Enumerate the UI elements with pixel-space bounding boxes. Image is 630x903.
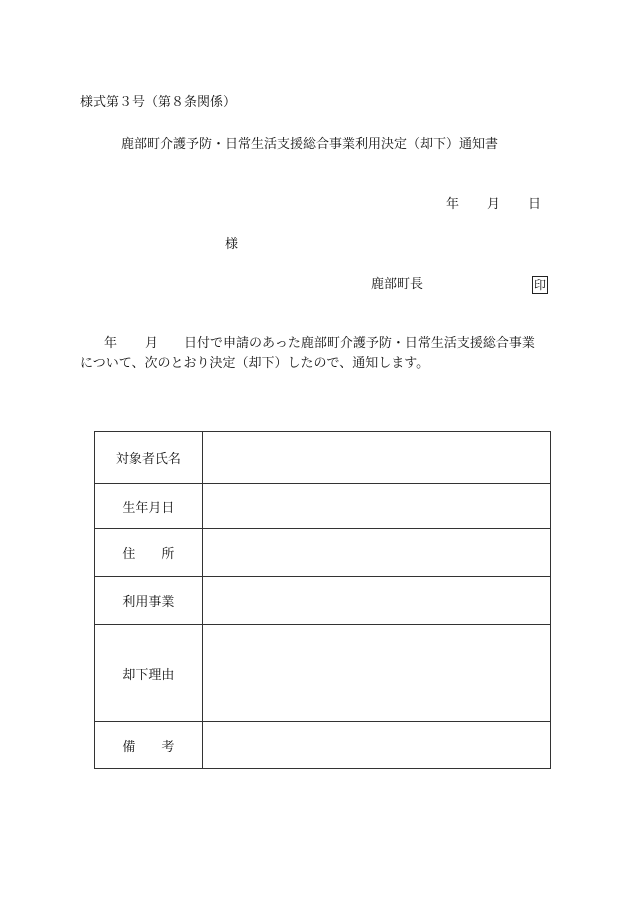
seal-mark: 印	[533, 278, 546, 292]
info-table	[94, 431, 551, 769]
table-row	[95, 625, 551, 722]
addressee-suffix: 様	[225, 237, 239, 252]
date-month: 月	[487, 197, 501, 212]
row-value-birthdate[interactable]	[202, 484, 550, 529]
date-line	[446, 197, 541, 213]
date-day: 日	[528, 197, 542, 212]
table-row	[95, 529, 551, 577]
form-number: 様式第３号（第８条関係）	[80, 95, 237, 110]
row-value-remarks[interactable]	[202, 722, 550, 769]
row-label-address: 住 所	[95, 529, 203, 577]
row-label-birthdate: 生年月日	[95, 484, 203, 529]
issuer-name: 鹿部町長	[371, 277, 424, 292]
row-value-service[interactable]	[202, 577, 550, 625]
date-year: 年	[446, 197, 460, 212]
table-row	[95, 484, 551, 529]
body-line-1	[80, 336, 535, 352]
body-year: 年	[104, 336, 118, 351]
document-title: 鹿部町介護予防・日常生活支援総合事業利用決定（却下）通知書	[121, 137, 499, 152]
row-label-rejection-reason: 却下理由	[95, 625, 203, 722]
body-line-1-text: 日付で申請のあった鹿部町介護予防・日常生活支援総合事業	[184, 336, 535, 351]
table-row	[95, 577, 551, 625]
row-value-rejection-reason[interactable]	[202, 625, 550, 722]
row-value-name[interactable]	[202, 432, 550, 484]
row-label-service: 利用事業	[95, 577, 203, 625]
body-month: 月	[145, 336, 159, 351]
row-label-name: 対象者氏名	[95, 432, 203, 484]
body-line-2: について、次のとおり決定（却下）したので、通知します。	[80, 356, 430, 371]
table-row	[95, 432, 551, 484]
row-label-remarks: 備 考	[95, 722, 203, 769]
table-row	[95, 722, 551, 769]
row-value-address[interactable]	[202, 529, 550, 577]
